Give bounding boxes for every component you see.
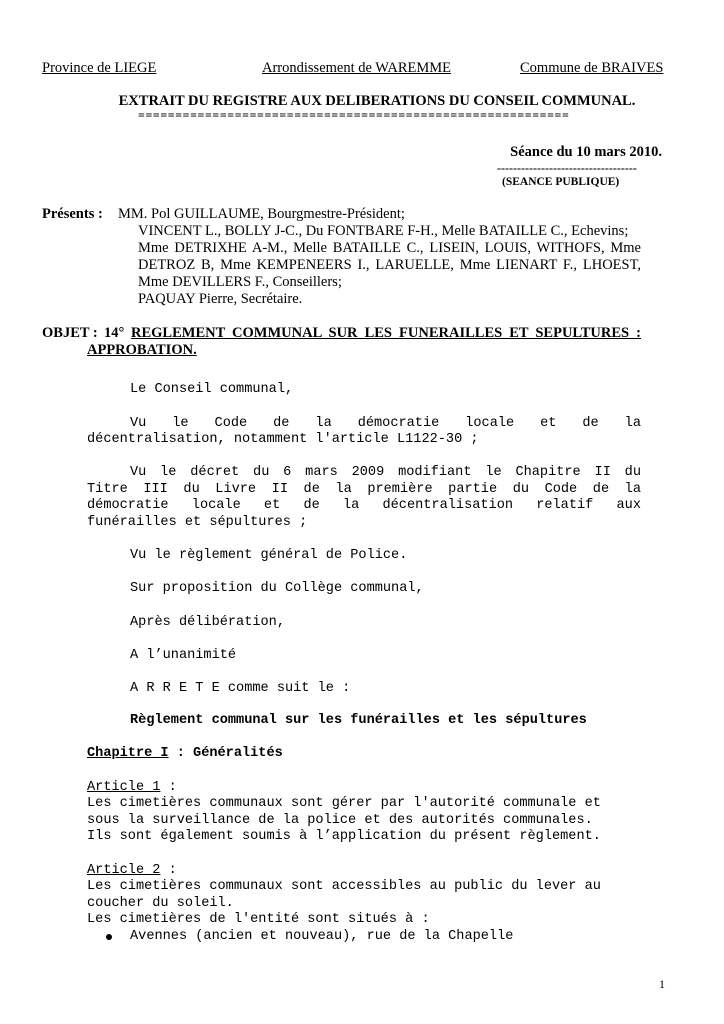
presents-line: VINCENT L., BOLLY J-C., Du FONTBARE F-H., Melle BATAILLE C., Echevins; [138,223,629,239]
page-number: 1 [659,977,665,991]
presents-line: Mme DETRIXHE A-M., Melle BATAILLE C., LISEIN, LOUIS, WITHOFS, Mme [138,240,641,256]
header-commune: Commune de BRAIVES [520,60,664,76]
header-province: Province de LIEGE [42,60,157,76]
seance-date: Séance du 10 mars 2010. [510,144,662,160]
presents-line: DETROZ B, Mme KEMPENEERS I., LARUELLE, Mme LIENART F., LHOEST, [138,257,641,273]
chapitre-label: Chapitre I [87,746,169,761]
article-2-label: Article 2 [87,863,161,878]
unanimite-line: A l’unanimité [130,648,237,663]
vu-reglement-line: Vu le règlement général de Police. [130,548,408,563]
bullet-icon [106,934,112,940]
objet-number: 14° [104,325,125,341]
vu-code-line2: décentralisation, notamment l'article L1122-30 ; [87,432,479,447]
article-1-heading [87,780,177,797]
list-item: Avennes (ancien et nouveau), rue de la Chapelle [130,929,514,944]
article-1-line: Les cimetières communaux sont gérer par l'autorité communale et [87,796,601,811]
arrete-line: A R R E T E comme suit le : [130,681,351,696]
presents-line: Mme DEVILLERS F., Conseillers; [138,274,342,290]
seance-rule: ----------------------------------- [497,161,637,175]
title-rule: ========================================================== [138,108,570,122]
article-2-line: Les cimetières communaux sont accessibles au public du lever au [87,879,601,894]
vu-code-line1: Vu le Code de la démocratie locale et de la [130,416,641,431]
presents-label: Présents : [42,206,103,222]
article-1-label: Article 1 [87,780,161,795]
header-arrondissement: Arrondissement de WAREMME [262,60,452,76]
document-title: EXTRAIT DU REGISTRE AUX DELIBERATIONS DU CONSEIL COMMUNAL. [118,93,636,109]
seance-type: (SEANCE PUBLIQUE) [502,176,620,188]
article-2-colon: : [160,863,177,878]
article-2-heading [87,863,177,880]
objet-label: OBJET : [42,325,98,341]
deliberation-line: Après délibération, [130,615,285,630]
vu-decret-line2: Titre III du Livre II de la première partie du Code de la [87,482,641,497]
reglement-title: Règlement communal sur les funérailles et les sépultures [130,713,587,728]
presents-line: MM. Pol GUILLAUME, Bourgmestre-Président; [118,206,405,222]
chapitre-title: : Généralités [168,746,283,761]
vu-decret-line4: funérailles et sépultures ; [87,515,308,530]
article-1-line: Ils sont également soumis à l’application du présent règlement. [87,829,601,844]
article-1-colon: : [160,780,177,795]
presents-line: PAQUAY Pierre, Secrétaire. [138,291,303,307]
article-1-line: sous la surveillance de la police et des autorités communales. [87,813,593,828]
article-2-line: coucher du soleil. [87,896,234,911]
vu-decret-line1: Vu le décret du 6 mars 2009 modifiant le Chapitre II du [130,465,641,480]
conseil-line: Le Conseil communal, [130,382,294,397]
article-2-line: Les cimetières de l'entité sont situés à : [87,912,430,927]
objet-title-line2: APPROBATION. [87,342,197,358]
chapitre-heading [87,746,283,763]
vu-decret-line3: démocratie locale et de la décentralisation relatif aux [87,498,641,513]
objet-title-line1: REGLEMENT COMMUNAL SUR LES FUNERAILLES ET SEPULTURES : [131,325,641,341]
proposition-line: Sur proposition du Collège communal, [130,581,424,596]
